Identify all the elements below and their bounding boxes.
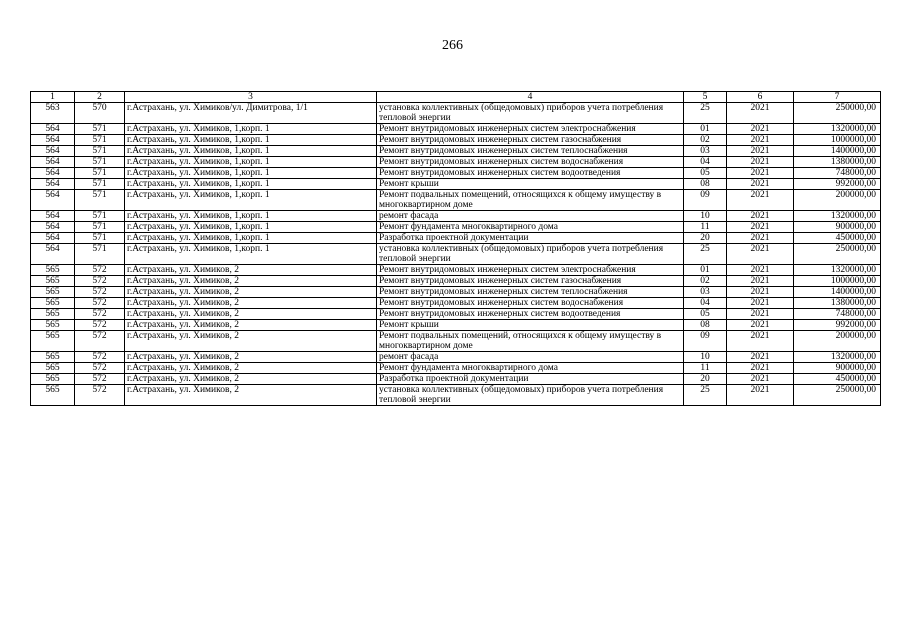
cell-cost: 748000,00 (794, 309, 881, 320)
cell-cost: 748000,00 (794, 168, 881, 179)
table-row (31, 287, 881, 298)
cell-work-type: Ремонт внутридомовых инженерных систем электроснабжения (377, 265, 684, 276)
cell-cost: 1380000,00 (794, 298, 881, 309)
cell-house-number: 571 (75, 157, 125, 168)
cell-house-number: 571 (75, 222, 125, 233)
cell-house-number: 572 (75, 331, 125, 352)
cell-row-number: 564 (31, 124, 75, 135)
cell-cost: 200000,00 (794, 331, 881, 352)
cell-row-number: 565 (31, 309, 75, 320)
cell-address: г.Астрахань, ул. Химиков, 1,корп. 1 (125, 168, 377, 179)
cell-cost: 1400000,00 (794, 287, 881, 298)
cell-cost: 1400000,00 (794, 146, 881, 157)
cell-work-type: Ремонт крыши (377, 320, 684, 331)
cell-row-number: 564 (31, 135, 75, 146)
cell-house-number: 571 (75, 179, 125, 190)
cell-house-number: 571 (75, 135, 125, 146)
cell-cost: 450000,00 (794, 233, 881, 244)
cell-work-code: 05 (684, 309, 727, 320)
cell-work-code: 25 (684, 103, 727, 124)
cell-address: г.Астрахань, ул. Химиков, 1,корп. 1 (125, 146, 377, 157)
table-row (31, 363, 881, 374)
cell-row-number: 565 (31, 265, 75, 276)
cell-year: 2021 (727, 374, 794, 385)
table-row (31, 124, 881, 135)
cell-work-type: Ремонт фундамента многоквартирного дома (377, 363, 684, 374)
cell-row-number: 564 (31, 157, 75, 168)
cell-address: г.Астрахань, ул. Химиков, 2 (125, 331, 377, 352)
cell-row-number: 564 (31, 233, 75, 244)
cell-work-code: 20 (684, 233, 727, 244)
header-col-4: 4 (377, 92, 684, 103)
cell-cost: 992000,00 (794, 179, 881, 190)
cell-row-number: 565 (31, 331, 75, 352)
table-row (31, 222, 881, 233)
cell-work-type: Ремонт крыши (377, 179, 684, 190)
cell-row-number: 564 (31, 222, 75, 233)
header-col-2: 2 (75, 92, 125, 103)
cell-row-number: 564 (31, 168, 75, 179)
table-row (31, 265, 881, 276)
cell-address: г.Астрахань, ул. Химиков, 1,корп. 1 (125, 211, 377, 222)
cell-house-number: 572 (75, 352, 125, 363)
cell-work-code: 20 (684, 374, 727, 385)
cell-house-number: 572 (75, 298, 125, 309)
table-row (31, 374, 881, 385)
table-row (31, 309, 881, 320)
cell-cost: 250000,00 (794, 103, 881, 124)
cell-address: г.Астрахань, ул. Химиков, 2 (125, 374, 377, 385)
cell-row-number: 565 (31, 276, 75, 287)
cell-cost: 1320000,00 (794, 124, 881, 135)
cell-year: 2021 (727, 222, 794, 233)
cell-work-code: 02 (684, 276, 727, 287)
table-row (31, 276, 881, 287)
cell-row-number: 565 (31, 287, 75, 298)
cell-cost: 1320000,00 (794, 211, 881, 222)
cell-year: 2021 (727, 331, 794, 352)
cell-work-type: Ремонт фундамента многоквартирного дома (377, 222, 684, 233)
cell-cost: 1320000,00 (794, 352, 881, 363)
cell-year: 2021 (727, 211, 794, 222)
cell-address: г.Астрахань, ул. Химиков, 1,корп. 1 (125, 135, 377, 146)
cell-row-number: 565 (31, 363, 75, 374)
cell-work-type: Ремонт внутридомовых инженерных систем теплоснабжения (377, 287, 684, 298)
cell-cost: 1380000,00 (794, 157, 881, 168)
cell-year: 2021 (727, 157, 794, 168)
cell-work-code: 10 (684, 352, 727, 363)
cell-house-number: 572 (75, 385, 125, 406)
cell-year: 2021 (727, 124, 794, 135)
cell-cost: 992000,00 (794, 320, 881, 331)
table-row (31, 103, 881, 124)
cell-address: г.Астрахань, ул. Химиков, 2 (125, 276, 377, 287)
cell-address: г.Астрахань, ул. Химиков, 1,корп. 1 (125, 222, 377, 233)
table-row (31, 157, 881, 168)
cell-work-type: Ремонт внутридомовых инженерных систем водоотведения (377, 168, 684, 179)
cell-house-number: 572 (75, 320, 125, 331)
cell-work-code: 01 (684, 124, 727, 135)
cell-work-type: установка коллективных (общедомовых) приборов учета потребления тепловой энергии (377, 385, 684, 406)
cell-year: 2021 (727, 265, 794, 276)
header-col-1: 1 (31, 92, 75, 103)
page-number: 266 (442, 38, 463, 53)
cell-year: 2021 (727, 287, 794, 298)
cell-address: г.Астрахань, ул. Химиков, 2 (125, 363, 377, 374)
cell-work-code: 25 (684, 244, 727, 265)
table-row (31, 168, 881, 179)
cell-house-number: 571 (75, 233, 125, 244)
cell-address: г.Астрахань, ул. Химиков, 2 (125, 287, 377, 298)
cell-year: 2021 (727, 363, 794, 374)
cell-house-number: 570 (75, 103, 125, 124)
table-body (31, 103, 881, 406)
cell-address: г.Астрахань, ул. Химиков, 2 (125, 265, 377, 276)
cell-work-type: установка коллективных (общедомовых) приборов учета потребления тепловой энергии (377, 244, 684, 265)
cell-row-number: 563 (31, 103, 75, 124)
table-row (31, 135, 881, 146)
table-row (31, 233, 881, 244)
cell-work-type: Ремонт внутридомовых инженерных систем газоснабжения (377, 135, 684, 146)
cell-work-code: 04 (684, 298, 727, 309)
cell-work-code: 03 (684, 146, 727, 157)
header-col-7: 7 (794, 92, 881, 103)
cell-house-number: 572 (75, 287, 125, 298)
cell-row-number: 564 (31, 190, 75, 211)
table-row (31, 146, 881, 157)
cell-row-number: 564 (31, 179, 75, 190)
cell-address: г.Астрахань, ул. Химиков, 1,корп. 1 (125, 244, 377, 265)
cell-address: г.Астрахань, ул. Химиков, 1,корп. 1 (125, 233, 377, 244)
cell-house-number: 571 (75, 124, 125, 135)
cell-work-code: 05 (684, 168, 727, 179)
cell-cost: 200000,00 (794, 190, 881, 211)
cell-house-number: 572 (75, 309, 125, 320)
header-col-5: 5 (684, 92, 727, 103)
cell-work-type: Ремонт подвальных помещений, относящихся к общему имуществу в многоквартирном доме (377, 331, 684, 352)
cell-cost: 1320000,00 (794, 265, 881, 276)
cell-work-type: Ремонт внутридомовых инженерных систем электроснабжения (377, 124, 684, 135)
table-row (31, 298, 881, 309)
cell-work-code: 09 (684, 190, 727, 211)
table-row (31, 211, 881, 222)
cell-cost: 250000,00 (794, 244, 881, 265)
cell-house-number: 572 (75, 276, 125, 287)
cell-work-type: ремонт фасада (377, 352, 684, 363)
cell-address: г.Астрахань, ул. Химиков, 2 (125, 309, 377, 320)
cell-cost: 450000,00 (794, 374, 881, 385)
cell-house-number: 572 (75, 363, 125, 374)
cell-house-number: 572 (75, 374, 125, 385)
cell-work-code: 03 (684, 287, 727, 298)
cell-year: 2021 (727, 179, 794, 190)
cell-year: 2021 (727, 352, 794, 363)
cell-work-type: ремонт фасада (377, 211, 684, 222)
cell-row-number: 565 (31, 352, 75, 363)
table-row (31, 352, 881, 363)
header-col-6: 6 (727, 92, 794, 103)
cell-work-code: 01 (684, 265, 727, 276)
cell-year: 2021 (727, 146, 794, 157)
cell-address: г.Астрахань, ул. Химиков, 2 (125, 385, 377, 406)
cell-row-number: 565 (31, 385, 75, 406)
cell-work-type: Ремонт внутридомовых инженерных систем газоснабжения (377, 276, 684, 287)
cell-work-type: Ремонт внутридомовых инженерных систем водоснабжения (377, 157, 684, 168)
cell-work-code: 11 (684, 363, 727, 374)
cell-house-number: 571 (75, 146, 125, 157)
cell-house-number: 571 (75, 244, 125, 265)
cell-work-code: 02 (684, 135, 727, 146)
cell-address: г.Астрахань, ул. Химиков, 2 (125, 352, 377, 363)
cell-year: 2021 (727, 385, 794, 406)
cell-work-code: 10 (684, 211, 727, 222)
cell-year: 2021 (727, 190, 794, 211)
cell-year: 2021 (727, 168, 794, 179)
cell-address: г.Астрахань, ул. Химиков, 1,корп. 1 (125, 124, 377, 135)
cell-address: г.Астрахань, ул. Химиков/ул. Димитрова, 1/1 (125, 103, 377, 124)
cell-address: г.Астрахань, ул. Химиков, 2 (125, 320, 377, 331)
cell-row-number: 564 (31, 244, 75, 265)
cell-work-code: 11 (684, 222, 727, 233)
cell-cost: 250000,00 (794, 385, 881, 406)
works-table (30, 91, 881, 406)
cell-row-number: 564 (31, 146, 75, 157)
cell-work-type: установка коллективных (общедомовых) приборов учета потребления тепловой энергии (377, 103, 684, 124)
cell-address: г.Астрахань, ул. Химиков, 1,корп. 1 (125, 157, 377, 168)
cell-work-code: 25 (684, 385, 727, 406)
cell-cost: 900000,00 (794, 222, 881, 233)
cell-year: 2021 (727, 103, 794, 124)
cell-work-type: Ремонт подвальных помещений, относящихся к общему имуществу в многоквартирном доме (377, 190, 684, 211)
cell-year: 2021 (727, 276, 794, 287)
cell-house-number: 571 (75, 211, 125, 222)
cell-cost: 1000000,00 (794, 135, 881, 146)
cell-house-number: 571 (75, 168, 125, 179)
table-row (31, 385, 881, 406)
table-row (31, 179, 881, 190)
cell-year: 2021 (727, 135, 794, 146)
cell-row-number: 565 (31, 320, 75, 331)
cell-row-number: 565 (31, 298, 75, 309)
table-row (31, 331, 881, 352)
cell-house-number: 571 (75, 190, 125, 211)
cell-row-number: 565 (31, 374, 75, 385)
cell-work-code: 04 (684, 157, 727, 168)
cell-year: 2021 (727, 298, 794, 309)
cell-cost: 900000,00 (794, 363, 881, 374)
cell-year: 2021 (727, 244, 794, 265)
cell-work-type: Разработка проектной документации (377, 374, 684, 385)
cell-house-number: 572 (75, 265, 125, 276)
cell-year: 2021 (727, 233, 794, 244)
cell-address: г.Астрахань, ул. Химиков, 1,корп. 1 (125, 179, 377, 190)
header-col-3: 3 (125, 92, 377, 103)
cell-year: 2021 (727, 309, 794, 320)
cell-work-type: Разработка проектной документации (377, 233, 684, 244)
header-row (31, 92, 881, 103)
cell-work-type: Ремонт внутридомовых инженерных систем теплоснабжения (377, 146, 684, 157)
table-row (31, 320, 881, 331)
cell-cost: 1000000,00 (794, 276, 881, 287)
cell-work-type: Ремонт внутридомовых инженерных систем водоотведения (377, 309, 684, 320)
cell-work-type: Ремонт внутридомовых инженерных систем водоснабжения (377, 298, 684, 309)
table-row (31, 244, 881, 265)
cell-row-number: 564 (31, 211, 75, 222)
cell-work-code: 09 (684, 331, 727, 352)
cell-address: г.Астрахань, ул. Химиков, 1,корп. 1 (125, 190, 377, 211)
cell-work-code: 08 (684, 179, 727, 190)
table-row (31, 190, 881, 211)
cell-year: 2021 (727, 320, 794, 331)
cell-work-code: 08 (684, 320, 727, 331)
cell-address: г.Астрахань, ул. Химиков, 2 (125, 298, 377, 309)
